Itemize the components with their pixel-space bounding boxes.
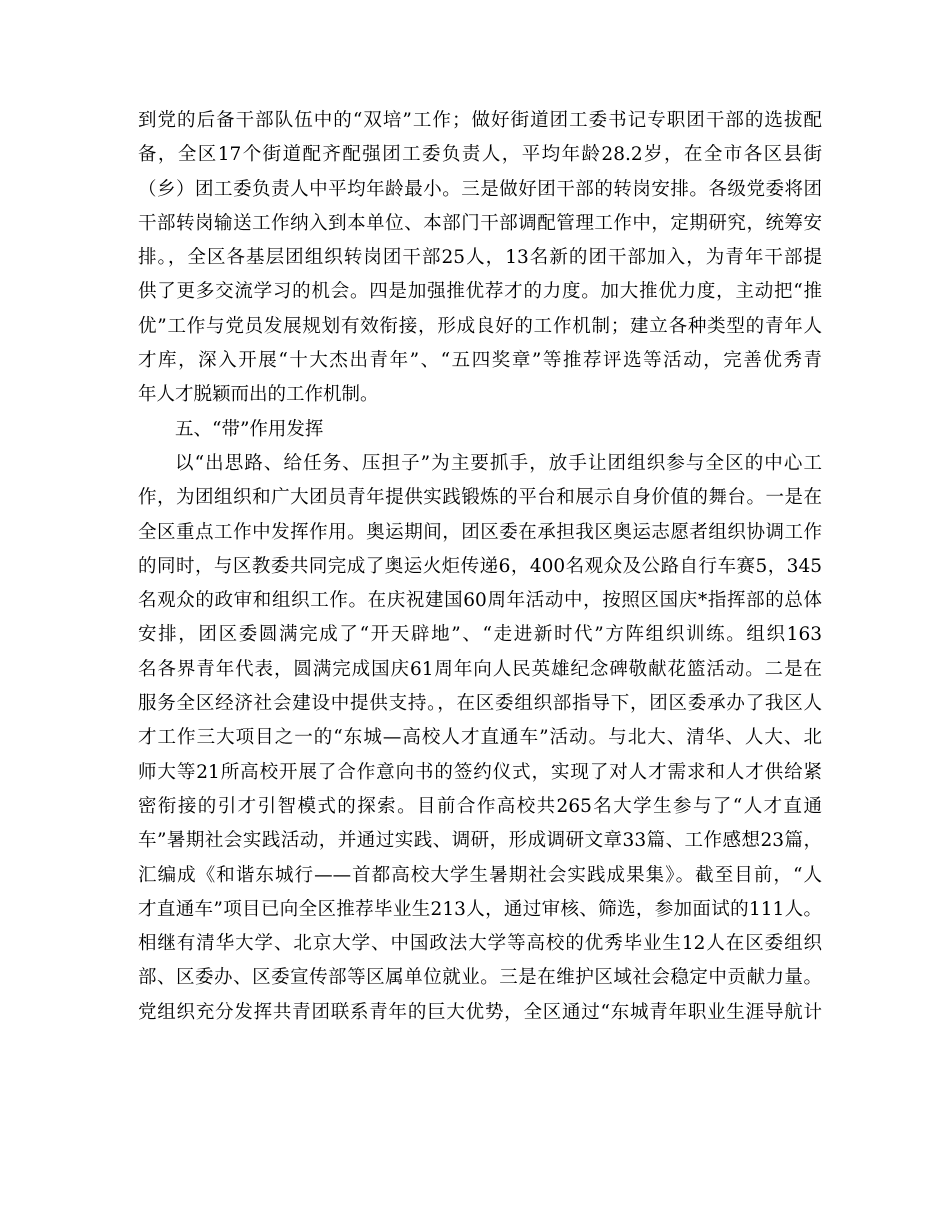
section-heading: 五、“带”作用发挥 xyxy=(175,418,324,440)
text-line: 党组织充分发挥共青团联系青年的巨大优势，全区通过“东城青年职业生涯导航计 xyxy=(138,1001,822,1023)
document-page xyxy=(138,104,822,1030)
text-line: 供了更多交流学习的机会。四是加强推优荐才的力度。加大推优力度，主动把“推 xyxy=(138,281,822,303)
text-line: 安排，团区委圆满完成了“开天辟地”、“走进新时代”方阵组织训练。组织163 xyxy=(138,624,822,646)
text-line: 汇编成《和谐东城行——首都高校大学生暑期社会实践成果集》。截至目前，“人 xyxy=(138,864,822,886)
text-line: 年人才脱颖而出的工作机制。 xyxy=(138,384,379,406)
text-line: 干部转岗输送工作纳入到本单位、本部门干部调配管理工作中，定期研究，统筹安 xyxy=(138,212,822,234)
paragraph-lead-role xyxy=(138,447,822,1030)
paragraph-doubling-cadre xyxy=(138,104,822,413)
text-line: 相继有清华大学、北京大学、中国政法大学等高校的优秀毕业生12人在区委组织 xyxy=(138,933,822,955)
text-line: 的同时，与区教委共同完成了奥运火炬传递6，400名观众及公路自行车赛5，345 xyxy=(138,555,822,577)
text-line: 才工作三大项目之一的“东城—高校人才直通车”活动。与北大、清华、人大、北 xyxy=(138,727,822,749)
text-line: （乡）团工委负责人中平均年龄最小。三是做好团干部的转岗安排。各级党委将团 xyxy=(138,178,822,200)
text-line: 作，为团组织和广大团员青年提供实践锻炼的平台和展示自身价值的舞台。一是在 xyxy=(138,487,822,509)
text-line: 密衔接的引才引智模式的探索。目前合作高校共265名大学生参与了“人才直通 xyxy=(138,795,822,817)
text-line: 车”暑期社会实践活动，并通过实践、调研，形成调研文章33篇、工作感想23篇， xyxy=(138,830,822,852)
text-line: 到党的后备干部队伍中的“双培”工作；做好街道团工委书记专职团干部的选拔配 xyxy=(138,110,822,131)
text-line: 优”工作与党员发展规划有效衔接，形成良好的工作机制；建立各种类型的青年人 xyxy=(138,315,822,337)
text-line: 名观众的政审和组织工作。在庆祝建国60周年活动中，按照区国庆*指挥部的总体 xyxy=(138,590,822,612)
text-line: 全区重点工作中发挥作用。奥运期间，团区委在承担我区奥运志愿者组织协调工作 xyxy=(138,521,822,543)
text-line: 排。，全区各基层团组织转岗团干部25人，13名新的团干部加入，为青年干部提 xyxy=(138,247,822,269)
text-line: 以“出思路、给任务、压担子”为主要抓手，放手让团组织参与全区的中心工 xyxy=(175,452,822,474)
text-line: 备，全区17个街道配齐配强团工委负责人，平均年龄28.2岁，在全市各区县街 xyxy=(138,144,822,166)
text-line: 部、区委办、区委宣传部等区属单位就业。三是在维护区域社会稳定中贡献力量。 xyxy=(138,967,822,989)
text-line: 师大等21所高校开展了合作意向书的签约仪式，实现了对人才需求和人才供给紧 xyxy=(138,761,822,783)
text-line: 才直通车”项目已向全区推荐毕业生213人，通过审核、筛选，参加面试的111人。 xyxy=(138,898,822,920)
text-line: 才库，深入开展“十大杰出青年”、“五四奖章”等推荐评选等活动，完善优秀青 xyxy=(138,350,822,372)
text-line: 服务全区经济社会建设中提供支持。，在区委组织部指导下，团区委承办了我区人 xyxy=(138,693,822,715)
text-line: 名各界青年代表，圆满完成国庆61周年向人民英雄纪念碑敬献花篮活动。二是在 xyxy=(138,658,822,680)
